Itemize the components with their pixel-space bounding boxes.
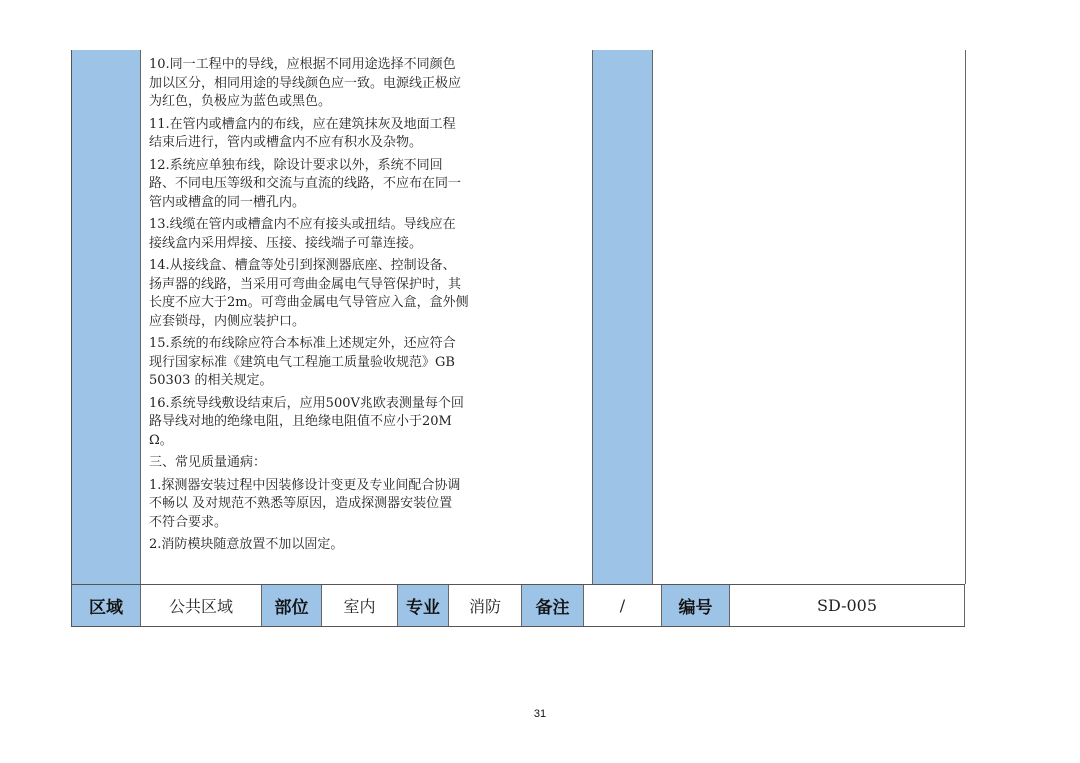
- area-label: 区域: [71, 585, 140, 626]
- list-item: 13.线缆在管内或槽盒内不应有接头或扭结。导线应在 接线盒内采用焊接、压接、接线端子可靠连接。: [149, 217, 456, 251]
- list-item: 12.系统应单独布线，除设计要求以外，系统不同回 路、不同电压等级和交流与直流的线路，不应布在同一 管内或槽盒的同一槽孔内。: [149, 157, 462, 210]
- section-heading: 三、常见质量通病：: [149, 455, 267, 470]
- area-value: 公共区域: [140, 585, 261, 626]
- specialty-label: 专业: [397, 585, 448, 626]
- position-label: 部位: [261, 585, 321, 626]
- remark-label: 备注: [521, 585, 583, 626]
- list-item: 2.消防模块随意放置不加以固定。: [149, 537, 344, 552]
- middle-blue-column: [592, 50, 653, 584]
- specialty-value: 消防: [448, 585, 521, 626]
- remark-value: /: [583, 585, 661, 626]
- list-item: 16.系统导线敷设结束后，应用500V兆欧表测量每个回 路导线对地的绝缘电阻，且绝缘电阻值不应小于20M Ω。: [149, 395, 464, 448]
- footer-row: [71, 584, 965, 627]
- page-number: 31: [533, 708, 547, 720]
- number-label: 编号: [661, 585, 729, 626]
- list-item: 11.在管内或槽盒内的布线，应在建筑抹灰及地面工程 结束后进行，管内或槽盒内不应有积水及杂物。: [149, 116, 456, 150]
- position-value: 室内: [321, 585, 397, 626]
- number-value: SD-005: [729, 585, 965, 626]
- requirements-list: [149, 56, 593, 559]
- list-item: 10.同一工程中的导线，应根据不同用途选择不同颜色 加以区分，相同用途的导线颜色应一致。电源线正极应 为红色，负极应为蓝色或黑色。: [149, 57, 462, 109]
- right-blank-column: [652, 50, 966, 584]
- left-blue-column: [71, 50, 140, 584]
- list-item: 14.从接线盒、槽盒等处引到探测器底座、控制设备、 扬声器的线路，当采用可弯曲金属电气导管保护时，其 长度不应大于2m。可弯曲金属电气导管应入盒，盒外侧 应套锁母，内侧应装护口。: [149, 258, 469, 329]
- inspection-table: [71, 50, 965, 626]
- list-item: 1.探测器安装过程中因装修设计变更及专业间配合协调 不畅以 及对规范不熟悉等原因，造成探测器安装位置 不符合要求。: [149, 477, 461, 530]
- list-item: 15.系统的布线除应符合本标准上述规定外，还应符合 现行国家标准《建筑电气工程施工质量验收规范》GB 50303 的相关规定。: [149, 336, 456, 388]
